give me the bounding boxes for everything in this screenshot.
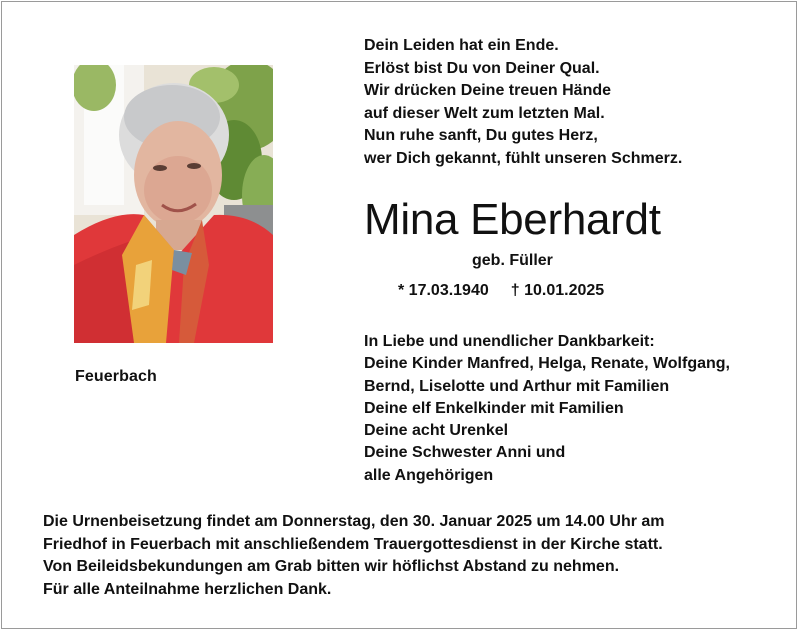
birth-date: * 17.03.1940 (398, 282, 489, 299)
maiden-name: geb. Füller (472, 252, 553, 269)
mourners-line: Deine Schwester Anni und (364, 444, 566, 462)
obituary-card (1, 1, 797, 629)
location-label: Feuerbach (75, 368, 157, 385)
poem-line: Nun ruhe sanft, Du gutes Herz, (364, 127, 598, 144)
memorial-poem (364, 35, 682, 170)
poem-line: auf dieser Welt zum letzten Mal. (364, 104, 605, 122)
portrait-photo (74, 65, 273, 343)
notice-line: Für alle Anteilnahme herzlichen Dank. (43, 580, 332, 598)
notice-line: Friedhof in Feuerbach mit anschließendem Trauergottesdienst in der Kirche statt. (43, 535, 663, 553)
poem-line: Erlöst bist Du von Deiner Qual. (364, 59, 600, 77)
mourners-list (364, 331, 730, 487)
poem-line: Wir drücken Deine treuen Hände (364, 82, 612, 99)
deceased-name: Mina Eberhardt (364, 195, 661, 244)
notice-line: Die Urnenbeisetzung findet am Donnerstag, den 30. Januar 2025 um 14.00 Uhr am (43, 513, 665, 530)
mourners-line: Deine Kinder Manfred, Helga, Renate, Wolfgang, (364, 355, 730, 373)
poem-line: wer Dich gekannt, fühlt unseren Schmerz. (364, 149, 683, 167)
mourners-line: Deine acht Urenkel (364, 422, 509, 440)
mourners-line: Deine elf Enkelkinder mit Familien (364, 399, 624, 417)
mourners-line: In Liebe und unendlicher Dankbarkeit: (364, 333, 655, 350)
funeral-notice (43, 511, 665, 601)
life-dates (398, 282, 604, 300)
notice-line: Von Beileidsbekundungen am Grab bitten wir höflichst Abstand zu nehmen. (43, 558, 620, 575)
death-date: † 10.01.2025 (510, 282, 605, 299)
mourners-line: alle Angehörigen (364, 466, 494, 484)
mourners-line: Bernd, Liselotte und Arthur mit Familien (364, 377, 670, 395)
poem-line: Dein Leiden hat ein Ende. (364, 37, 559, 54)
